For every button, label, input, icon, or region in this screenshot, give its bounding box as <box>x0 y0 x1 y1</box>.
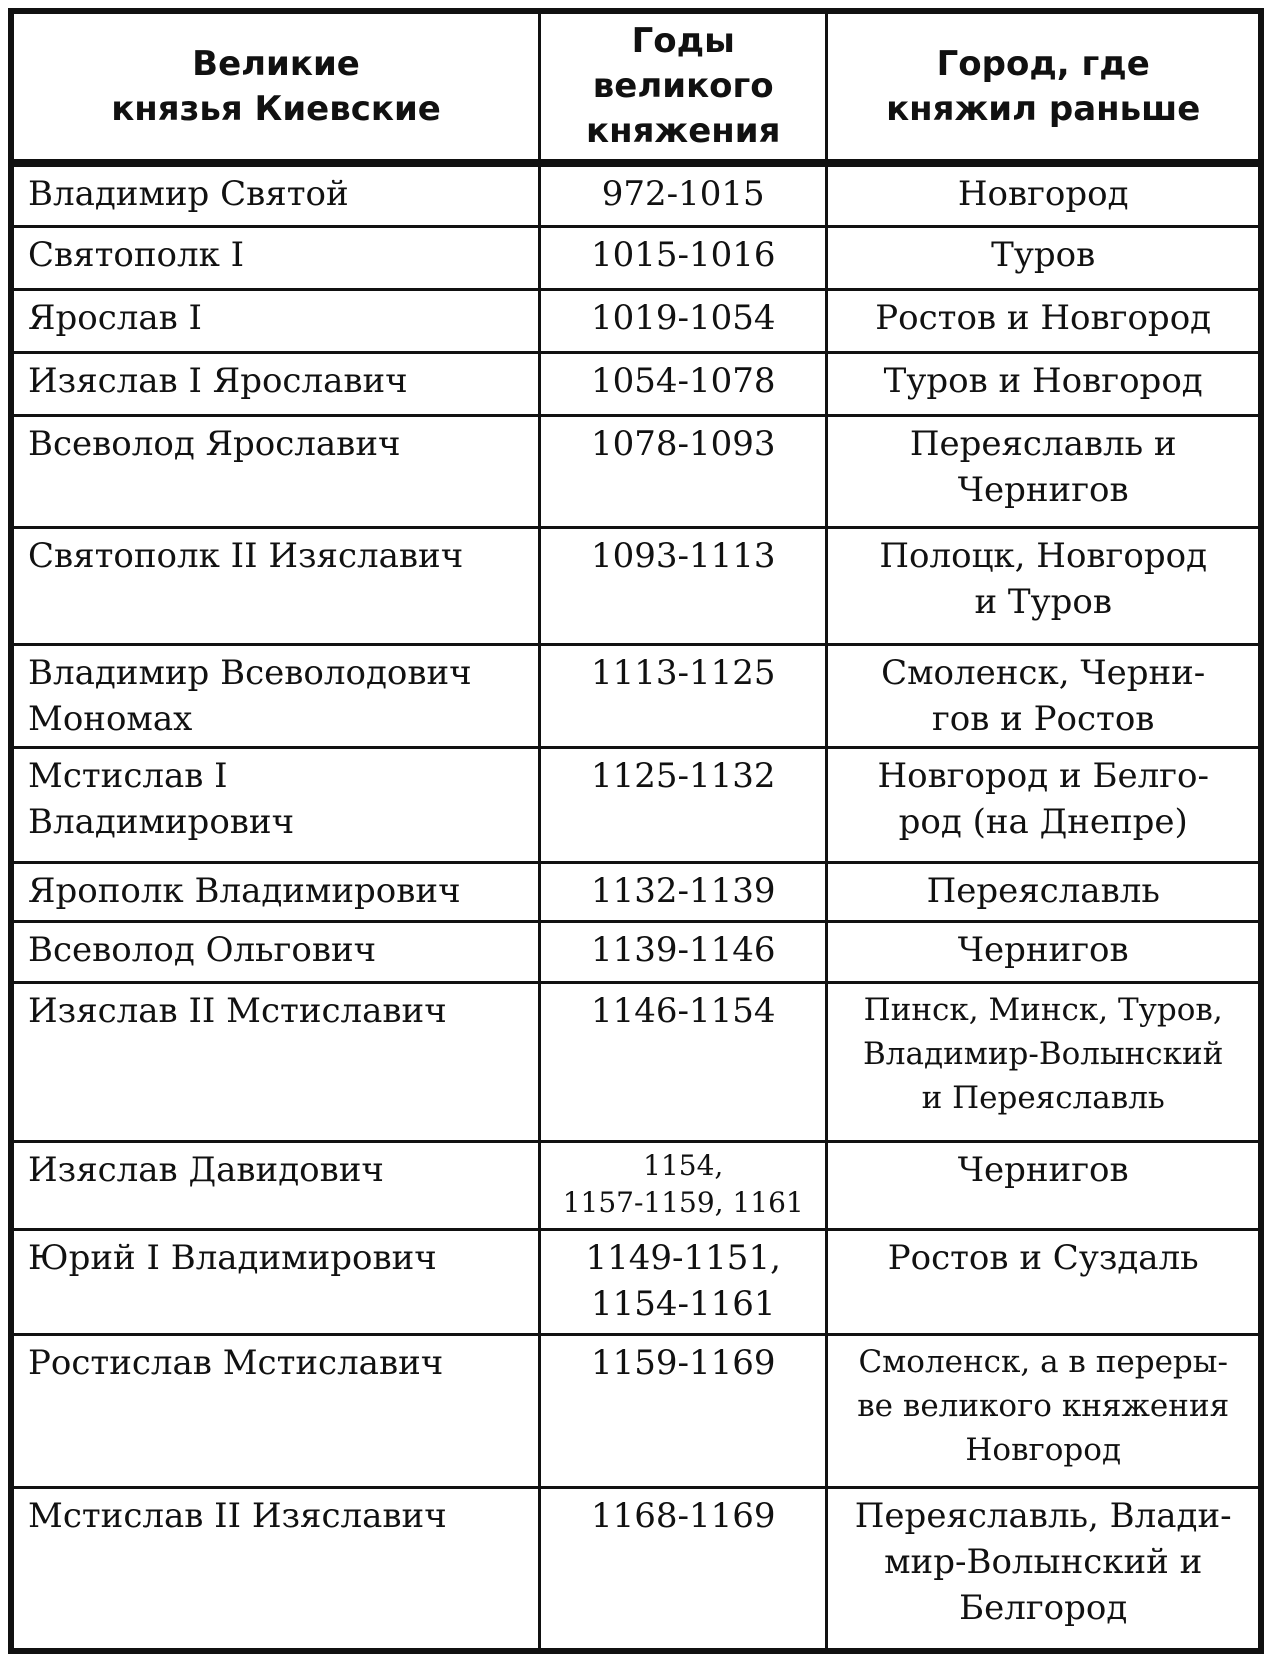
previous-city: Переяславль и Чернигов <box>827 416 1261 528</box>
table-row <box>11 982 1261 1141</box>
previous-city: Ростов и Новгород <box>827 289 1261 352</box>
prince-name: Ярослав I <box>11 289 540 352</box>
prince-name: Юрий I Владимирович <box>11 1229 540 1335</box>
previous-city: Полоцк, Новгород и Туров <box>827 528 1261 644</box>
table-row <box>11 353 1261 416</box>
table-row <box>11 1141 1261 1229</box>
previous-city: Новгород и Белго- род (на Днепре) <box>827 748 1261 862</box>
prince-name: Владимир Всеволодович Мономах <box>11 644 540 748</box>
prince-name: Изяслав I Ярославич <box>11 353 540 416</box>
previous-city: Смоленск, а в переры- ве великого княжения Новгород <box>827 1335 1261 1488</box>
prince-name: Всеволод Ярославич <box>11 416 540 528</box>
previous-city: Переяславль <box>827 862 1261 921</box>
prince-name: Владимир Святой <box>11 163 540 226</box>
reign-years: 1168-1169 <box>540 1488 827 1651</box>
reign-years: 1146-1154 <box>540 982 827 1141</box>
prince-name: Мстислав I Владимирович <box>11 748 540 862</box>
prince-name: Святополк II Изяславич <box>11 528 540 644</box>
header-previous-city <box>827 11 1261 163</box>
table-row <box>11 862 1261 921</box>
reign-years: 1125-1132 <box>540 748 827 862</box>
header-row <box>11 11 1261 163</box>
previous-city: Смоленск, Черни- гов и Ростов <box>827 644 1261 748</box>
reign-years: 1159-1169 <box>540 1335 827 1488</box>
table-row <box>11 226 1261 289</box>
previous-city: Переяславль, Влади- мир-Волынский и Белгород <box>827 1488 1261 1651</box>
table-row <box>11 289 1261 352</box>
reign-years: 1054-1078 <box>540 353 827 416</box>
reign-years: 972-1015 <box>540 163 827 226</box>
table-row <box>11 644 1261 748</box>
princes-table <box>8 8 1264 1654</box>
prince-name: Святополк I <box>11 226 540 289</box>
prince-name: Ярополк Владимирович <box>11 862 540 921</box>
table-row <box>11 416 1261 528</box>
previous-city: Туров и Новгород <box>827 353 1261 416</box>
reign-years: 1078-1093 <box>540 416 827 528</box>
previous-city: Новгород <box>827 163 1261 226</box>
prince-name: Всеволод Ольгович <box>11 921 540 982</box>
reign-years: 1019-1054 <box>540 289 827 352</box>
reign-years: 1015-1016 <box>540 226 827 289</box>
previous-city: Ростов и Суздаль <box>827 1229 1261 1335</box>
table-row <box>11 748 1261 862</box>
reign-years: 1132-1139 <box>540 862 827 921</box>
previous-city: Туров <box>827 226 1261 289</box>
previous-city: Чернигов <box>827 1141 1261 1229</box>
prince-name: Ростислав Мстиславич <box>11 1335 540 1488</box>
table-row <box>11 1488 1261 1651</box>
table-row <box>11 921 1261 982</box>
table-row <box>11 1335 1261 1488</box>
table-row <box>11 163 1261 226</box>
previous-city: Чернигов <box>827 921 1261 982</box>
previous-city: Пинск, Минск, Туров, Владимир-Волынский и Переяславль <box>827 982 1261 1141</box>
reign-years: 1093-1113 <box>540 528 827 644</box>
table-row <box>11 528 1261 644</box>
prince-name: Изяслав II Мстиславич <box>11 982 540 1141</box>
header-years-label: Годы великого княжения <box>586 21 781 151</box>
header-grand-princes <box>11 11 540 163</box>
header-years <box>540 11 827 163</box>
header-previous-city-label: Город, где княжил раньше <box>886 43 1201 129</box>
table-row <box>11 1229 1261 1335</box>
prince-name: Изяслав Давидович <box>11 1141 540 1229</box>
reign-years: 1139-1146 <box>540 921 827 982</box>
reign-years: 1154, 1157-1159, 1161 <box>540 1141 827 1229</box>
header-grand-princes-label: Великие князья Киевские <box>111 43 441 129</box>
reign-years: 1149-1151, 1154-1161 <box>540 1229 827 1335</box>
prince-name: Мстислав II Изяславич <box>11 1488 540 1651</box>
reign-years: 1113-1125 <box>540 644 827 748</box>
